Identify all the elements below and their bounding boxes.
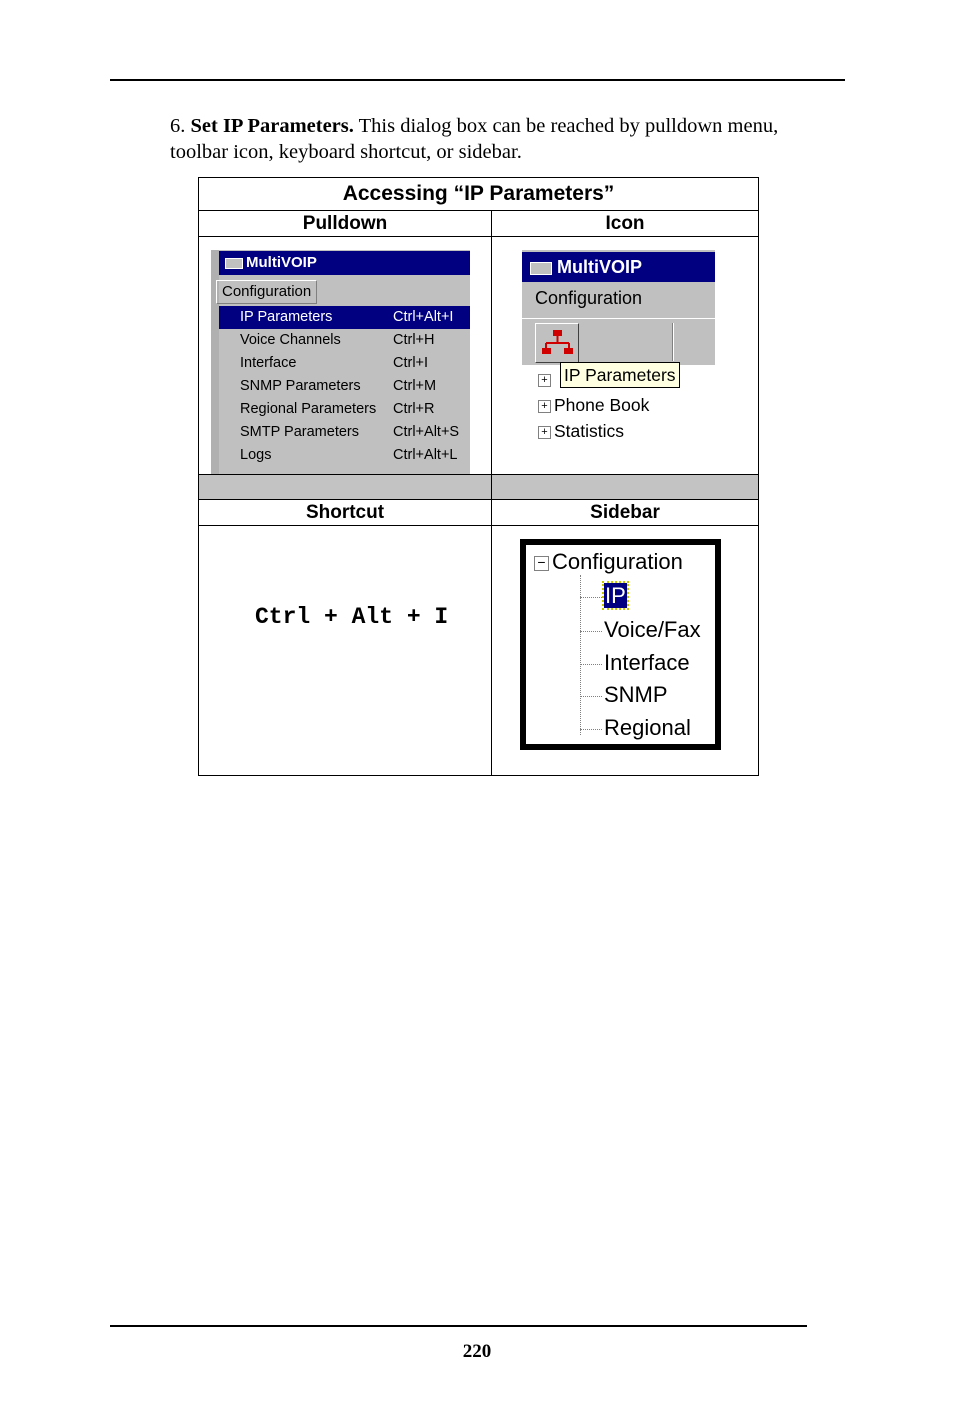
sidebar-root-configuration[interactable]: − Configuration [534,549,683,575]
page-number: 220 [462,1341,492,1362]
menu-item-interface[interactable]: Interface Ctrl+I [240,355,429,371]
expand-icon[interactable]: + [538,374,551,387]
footer-rule [110,1325,807,1327]
sidebar-item-voice-fax[interactable]: Voice/Fax [580,617,701,643]
icon-titlebar [522,252,715,282]
sidebar-screenshot [520,539,721,750]
pulldown-titlebar [219,251,470,275]
toolbar-separator [672,323,674,361]
sidebar-item-ip[interactable]: IP [580,583,627,609]
ip-parameters-toolbar-button[interactable] [535,323,579,363]
sidebar-item-snmp[interactable]: SNMP [580,682,668,708]
tree-node-phone-book[interactable]: + Phone Book [538,395,649,416]
sidebar-cell [492,526,759,776]
step-text: This dialog box can be reached by pulldown menu, toolbar icon, keyboard shortcut, or sidebar. [170,115,779,163]
sidebar-item-interface[interactable]: Interface [580,650,690,676]
header-rule [110,79,845,81]
icon-screenshot [522,250,715,443]
menu-configuration[interactable]: Configuration [535,288,643,308]
table-title: Accessing “IP Parameters” [199,178,759,211]
network-icon [536,324,578,362]
step-title: Set IP Parameters. [190,115,354,137]
expand-icon[interactable]: + [538,400,551,413]
expand-icon[interactable]: + [538,426,551,439]
toolbar [522,318,715,366]
app-title: MultiVOIP [246,254,317,271]
header-pulldown: Pulldown [199,211,492,237]
menu-item-snmp-parameters[interactable]: SNMP Parameters Ctrl+M [240,378,437,394]
step-number: 6. [170,115,191,137]
access-table [198,177,759,776]
app-logo-icon [225,258,243,269]
app-logo-icon [530,262,552,275]
menu-item-ip-parameters[interactable]: IP Parameters Ctrl+Alt+I [219,306,470,329]
menu-item-regional-parameters[interactable]: Regional Parameters Ctrl+R [240,401,435,417]
sidebar-item-regional[interactable]: Regional [580,715,691,741]
keyboard-shortcut: Ctrl + Alt + I [255,604,449,630]
intro-paragraph [170,113,810,165]
header-shortcut: Shortcut [199,500,492,526]
tree-node-collapsed[interactable] [538,369,554,390]
app-title: MultiVOIP [557,257,642,277]
header-sidebar: Sidebar [492,500,759,526]
header-icon: Icon [492,211,759,237]
shortcut-cell [199,526,492,776]
menu-item-logs[interactable]: Logs Ctrl+Alt+L [240,447,458,463]
spacer-cell [199,475,492,500]
pulldown-cell [199,237,492,475]
collapse-icon[interactable]: − [534,556,549,571]
tree-node-statistics[interactable]: + Statistics [538,421,624,442]
icon-cell [492,237,759,475]
menu-configuration[interactable]: Configuration [216,280,317,304]
spacer-cell [492,475,759,500]
tooltip-ip-parameters: IP Parameters [560,362,680,388]
menu-dropdown [219,306,470,467]
menu-item-smtp-parameters[interactable]: SMTP Parameters Ctrl+Alt+S [240,424,460,440]
pulldown-screenshot [211,250,470,474]
menu-item-voice-channels[interactable]: Voice Channels Ctrl+H [240,332,435,348]
